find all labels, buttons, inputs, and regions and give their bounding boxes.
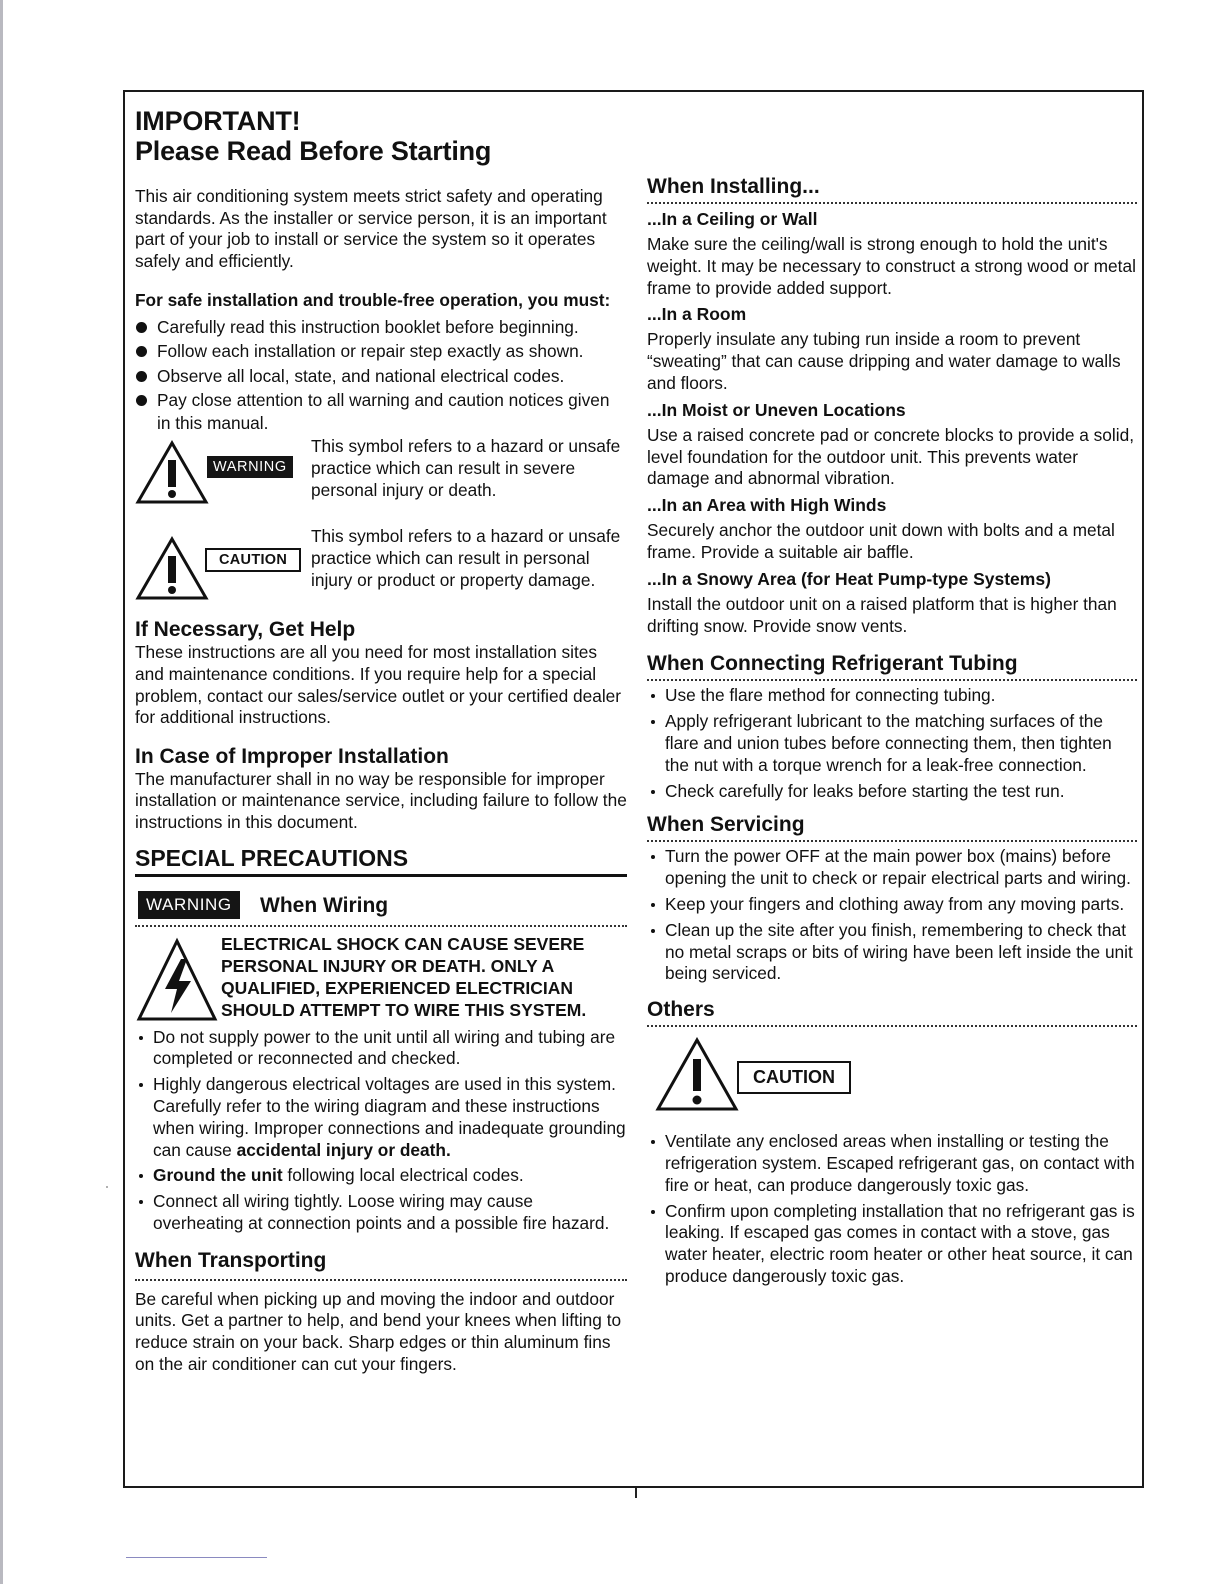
install-section-title: ...In Moist or Uneven Locations [647, 399, 906, 420]
list-item: Pay close attention to all warning and caution notices given in this manual. [135, 389, 627, 434]
warning-badge: WARNING [207, 456, 293, 478]
warning-symbol-block [135, 436, 627, 520]
install-section-text: Properly insulate any tubing run inside a room to prevent “sweating” that can cause dripping and water damage to walls and floors. [647, 329, 1121, 393]
improper-text: The manufacturer shall in no way be responsible for improper installation or maintenance service, including failure to follow the instructions in this document. [135, 768, 627, 833]
wiring-warning-badge: WARNING [138, 891, 240, 919]
footer-line [126, 1557, 267, 1558]
list-item: Highly dangerous electrical voltages are used in this system. Carefully refer to the wiring diagram and these instructions when wiring. Improper connections and inadequate grounding can cause accidental injury or death. [135, 1074, 627, 1161]
list-item: Confirm upon completing installation that no refrigerant gas is leaking. If escaped gas comes in contact with a stove, gas water heater, electric room heater or other heat source, it can produce dangerously toxic gas. [647, 1201, 1137, 1288]
list-item: Ground the unit following local electrical codes. [135, 1165, 627, 1187]
left-column [135, 92, 627, 1375]
tubing-list [647, 685, 1137, 802]
must-list [135, 316, 627, 435]
divider [647, 840, 1137, 842]
warning-triangle-icon [135, 440, 209, 506]
get-help-heading: If Necessary, Get Help [135, 618, 356, 642]
caution-triangle-icon [135, 536, 209, 602]
others-list [647, 1131, 1137, 1288]
improper-heading: In Case of Improper Installation [135, 744, 449, 768]
caution-description: This symbol refers to a hazard or unsafe practice which can result in personal injury or product or property damage. [311, 526, 621, 591]
transport-heading: When Transporting [135, 1248, 327, 1272]
special-precautions-heading: SPECIAL PRECAUTIONS [135, 844, 627, 877]
install-section-title: ...In a Ceiling or Wall [647, 209, 818, 229]
servicing-list [647, 846, 1137, 985]
electrical-hazard-icon [135, 937, 219, 1025]
list-item: Use the flare method for connecting tubing. [647, 685, 1137, 707]
warning-description: This symbol refers to a hazard or unsafe practice which can result in severe personal injury or death. [311, 436, 621, 501]
others-caution-badge: CAUTION [737, 1061, 851, 1094]
shock-warning-text: ELECTRICAL SHOCK CAN CAUSE SEVERE PERSONAL INJURY OR DEATH. ONLY A QUALIFIED, EXPERIENCED ELECTRICIAN SHOULD ATTEMPT TO WIRE THIS SYSTEM. [221, 933, 587, 1021]
others-caution-block [647, 1035, 1137, 1125]
page-edge [0, 0, 3, 1584]
list-item: Do not supply power to the unit until all wiring and tubing are completed or reconnected and checked. [135, 1027, 627, 1071]
tubing-heading: When Connecting Refrigerant Tubing [647, 652, 1018, 676]
divider [647, 679, 1137, 681]
list-item: Turn the power OFF at the main power box (mains) before opening the unit to check or repair electrical parts and wiring. [647, 846, 1137, 890]
right-column [647, 92, 1137, 1292]
scan-speck [106, 1186, 108, 1188]
list-item: Check carefully for leaks before starting the test run. [647, 781, 1137, 803]
caution-triangle-icon [655, 1037, 739, 1113]
wiring-title: When Wiring [260, 893, 389, 917]
list-item: Carefully read this instruction booklet before beginning. [135, 316, 627, 339]
notice-frame [123, 90, 1144, 1488]
wiring-list [135, 1027, 627, 1235]
list-item: Keep your fingers and clothing away from any moving parts. [647, 894, 1137, 916]
must-heading: For safe installation and trouble-free operation, you must: [135, 290, 611, 311]
install-section-title: ...In a Room [647, 304, 747, 325]
servicing-heading: When Servicing [647, 813, 805, 837]
install-section-text: Use a raised concrete pad or concrete blocks to provide a solid, level foundation for the outdoor unit. This prevents water damage and abnormal vibration. [647, 424, 1135, 489]
list-item: Ventilate any enclosed areas when installing or testing the refrigeration system. Escaped refrigerant gas, on contact with fire or heat, can produce dangerously toxic gas. [647, 1131, 1137, 1196]
caution-symbol-block [135, 526, 627, 618]
get-help-text: These instructions are all you need for most installation sites and maintenance conditions. If you require help for a special problem, contact our sales/service outlet or your certified dealer for additional instructions. [135, 642, 622, 728]
others-heading: Others [647, 998, 715, 1022]
list-item: Clean up the site after you finish, remembering to check that no metal scraps or bits of wiring have been left inside the unit being serviced. [647, 920, 1137, 985]
divider [647, 1025, 1137, 1027]
title-line-1: IMPORTANT! [135, 106, 301, 136]
intro-paragraph: This air conditioning system meets strict safety and operating standards. As the installer or service person, it is an important part of your job to install or service the system so it operates safely and efficiently. [135, 186, 607, 271]
install-section-text: Securely anchor the outdoor unit down with bolts and a metal frame. Provide a suitable air baffle. [647, 520, 1115, 562]
install-section-title: ...In an Area with High Winds [647, 495, 887, 516]
divider [135, 925, 627, 927]
list-item: Follow each installation or repair step exactly as shown. [135, 340, 627, 363]
installing-heading: When Installing... [647, 175, 820, 198]
shock-warning-block [135, 933, 627, 1027]
transport-text: Be careful when picking up and moving the indoor and outdoor units. Get a partner to help, and bend your knees when lifting to reduce strain on your back. Sharp edges or thin aluminum fins on the air conditioner can cut your fingers. [135, 1288, 622, 1374]
caution-badge: CAUTION [205, 548, 301, 572]
install-section-title: ...In a Snowy Area (for Heat Pump-type Systems) [647, 568, 1051, 589]
list-item: Connect all wiring tightly. Loose wiring may cause overheating at connection points and a possible fire hazard. [135, 1191, 627, 1235]
list-item: Apply refrigerant lubricant to the matching surfaces of the flare and union tubes before connecting them, then tighten the nut with a torque wrench for a leak-free connection. [647, 711, 1137, 776]
when-wiring-header [135, 891, 627, 923]
divider [135, 1279, 627, 1281]
page-title [135, 106, 627, 166]
bottom-tick [635, 1488, 637, 1498]
title-line-2: Please Read Before Starting [135, 136, 492, 166]
install-section-text: Install the outdoor unit on a raised platform that is higher than drifting snow. Provide snow vents. [647, 593, 1117, 636]
divider [647, 202, 1137, 204]
install-section-text: Make sure the ceiling/wall is strong enough to hold the unit's weight. It may be necessary to construct a strong wood or metal frame to provide added support. [647, 234, 1136, 298]
list-item: Observe all local, state, and national electrical codes. [135, 365, 627, 388]
